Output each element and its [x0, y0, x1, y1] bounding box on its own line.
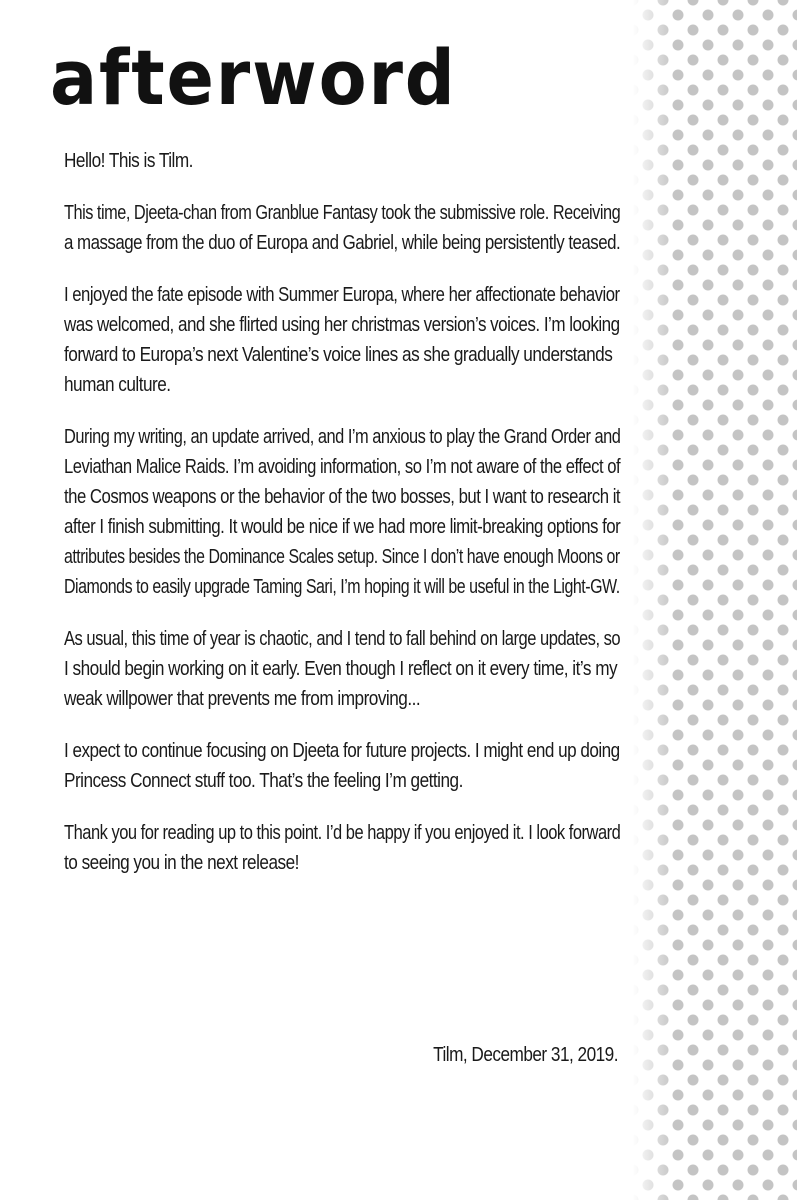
text-line: was welcomed, and she flirted using her christmas version’s voices. I’m looking: [64, 314, 620, 336]
paragraph: [64, 736, 624, 796]
text-line: During my writing, an update arrived, and I’m anxious to play the Grand Order and: [64, 426, 621, 448]
text-line: a massage from the duo of Europa and Gabriel, while being persistently teased.: [64, 232, 621, 254]
text-line: the Cosmos weapons or the behavior of the two bosses, but I want to research it: [64, 486, 621, 508]
signature-line: Tilm, December 31, 2019.: [433, 1044, 618, 1066]
text-line: I should begin working on it early. Even though I reflect on it every time, it’s my: [64, 658, 618, 680]
text-line: to seeing you in the next release!: [64, 852, 299, 874]
page-title: afterword: [50, 33, 457, 122]
text-line: Leviathan Malice Raids. I’m avoiding information, so I’m not aware of the effect of: [64, 456, 621, 478]
text-line: Diamonds to easily upgrade Taming Sari, I’m hoping it will be useful in the Light-GW.: [64, 576, 620, 598]
paragraph: [64, 198, 624, 258]
text-line: As usual, this time of year is chaotic, and I tend to fall behind on large updates, so: [64, 628, 621, 650]
text-line: I expect to continue focusing on Djeeta for future projects. I might end up doing: [64, 740, 620, 762]
paragraph: [64, 146, 624, 176]
text-line: Hello! This is Tilm.: [64, 150, 193, 172]
afterword-body: [64, 146, 624, 900]
text-line: weak willpower that prevents me from improving...: [64, 688, 421, 710]
text-line: after I finish submitting. It would be nice if we had more limit-breaking options for: [64, 516, 621, 538]
text-line: attributes besides the Dominance Scales setup. Since I don’t have enough Moons or: [64, 546, 620, 568]
text-line: forward to Europa’s next Valentine’s voice lines as she gradually understands: [64, 344, 613, 366]
paragraph: [64, 422, 624, 602]
paragraph: [64, 280, 624, 400]
text-line: This time, Djeeta-chan from Granblue Fantasy took the submissive role. Receiving: [64, 202, 621, 224]
text-line: Thank you for reading up to this point. I’d be happy if you enjoyed it. I look forward: [64, 822, 621, 844]
halftone-fade: [633, 0, 673, 1200]
paragraph: [64, 818, 624, 878]
paragraph: [64, 624, 624, 714]
text-line: human culture.: [64, 374, 171, 396]
text-line: I enjoyed the fate episode with Summer Europa, where her affectionate behavior: [64, 284, 620, 306]
text-line: Princess Connect stuff too. That’s the feeling I’m getting.: [64, 770, 463, 792]
